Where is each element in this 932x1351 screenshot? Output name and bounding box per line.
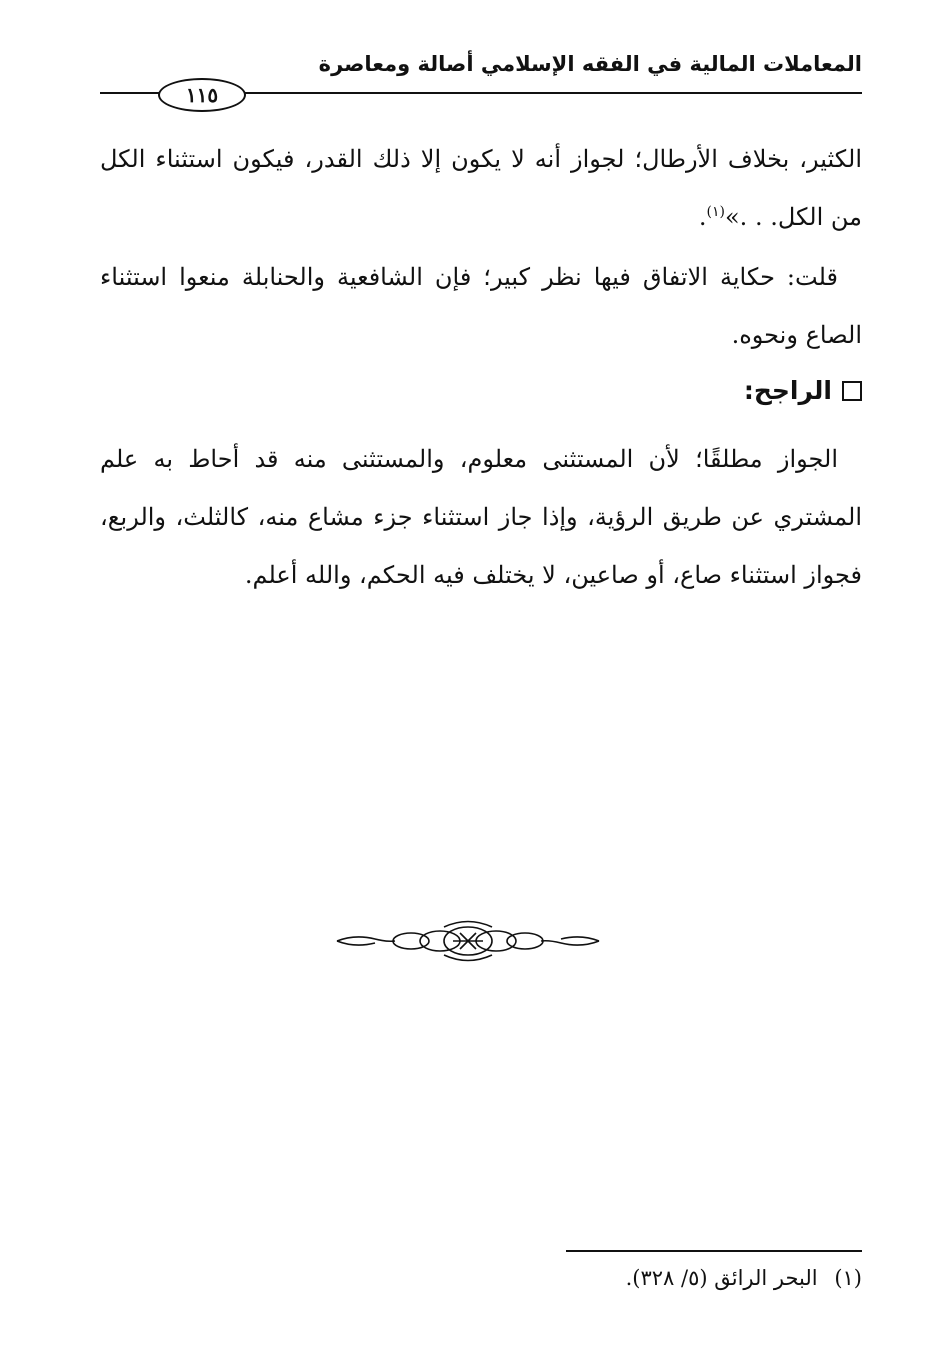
ornament-icon <box>335 918 601 964</box>
section-heading <box>744 376 862 405</box>
paragraph-2-text: قلت: حكاية الاتفاق فيها نظر كبير؛ فإن الشافعية والحنابلة منعوا استثناء الصاع ونحوه. <box>100 263 862 349</box>
running-title: المعاملات المالية في الفقه الإسلامي أصالة ومعاصرة <box>318 52 862 76</box>
footnote-text: البحر الرائق (٥/ ٣٢٨). <box>625 1266 818 1290</box>
paragraph-2 <box>100 248 862 364</box>
footnote <box>626 1266 862 1290</box>
paragraph-1-body: الكثير، بخلاف الأرطال؛ لجواز أنه لا يكون إلا ذلك القدر، فيكون استثناء الكل من الكل. . .» <box>100 145 862 231</box>
footnote-rule <box>566 1250 862 1252</box>
paragraph-1 <box>100 130 862 246</box>
square-outline-icon <box>842 381 862 401</box>
paragraph-3 <box>100 430 862 604</box>
paragraph-1-end: . <box>698 203 707 231</box>
footnote-number: (١) <box>834 1266 862 1290</box>
page-number-text: ١١٥ <box>185 83 219 107</box>
footnote-reference: (١) <box>706 204 725 220</box>
section-heading-text: الراجح: <box>743 376 832 405</box>
paragraph-1-text <box>100 130 862 246</box>
paragraph-3-text: الجواز مطلقًا؛ لأن المستثنى معلوم، والمستثنى منه قد أحاط به علم المشتري عن طريق الرؤية، وإذا جاز استثناء جزء مشاع منه، كالثلث، والربع، فجواز استثناء صاع، أو صاعين، لا يختلف فيه الحكم، والله أعلم. <box>100 445 862 589</box>
page-number <box>158 78 246 112</box>
